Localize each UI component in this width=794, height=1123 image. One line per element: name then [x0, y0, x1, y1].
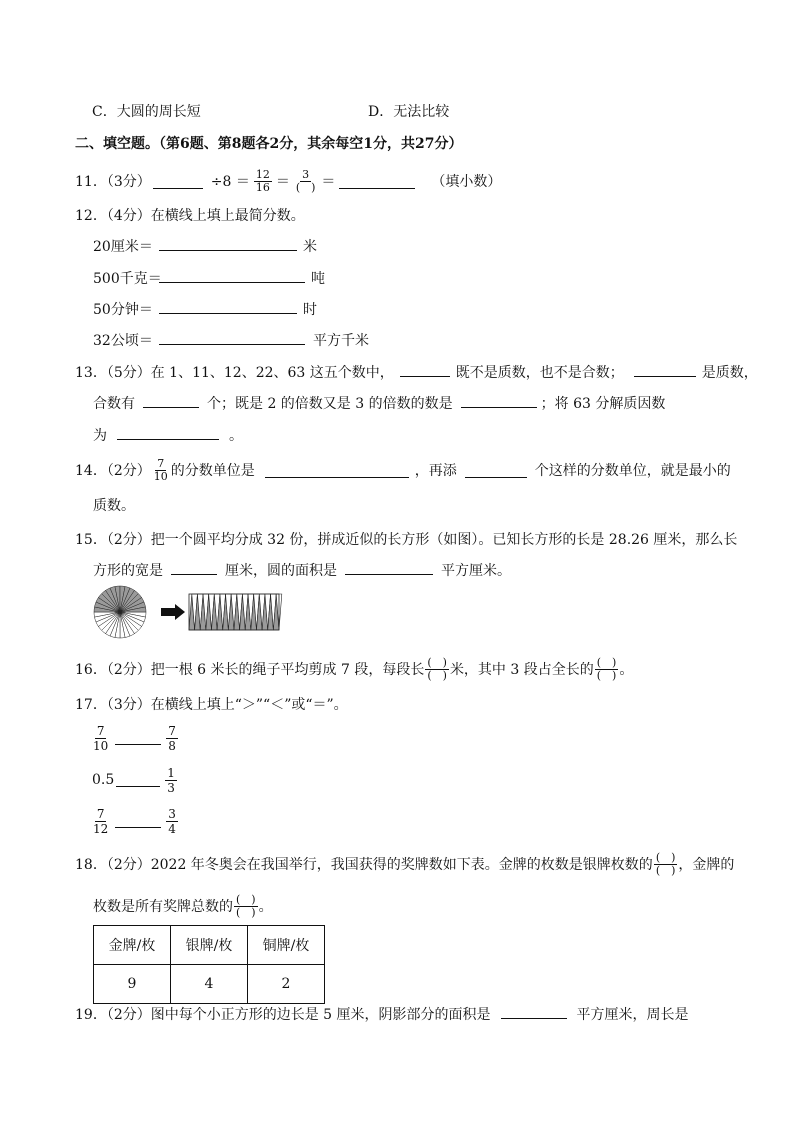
q19-line-1: 19．（2分）图中每个小正方形的边长是 5 厘米，阴影部分的面积是 平方厘米，周长是: [75, 1004, 689, 1024]
q12-blank-1[interactable]: [159, 236, 297, 251]
q13-blank-3[interactable]: [143, 393, 199, 408]
q11-equals: ＝: [275, 174, 290, 190]
value-silver: 4: [171, 965, 248, 1004]
header-bronze: 铜牌/枚: [248, 926, 325, 965]
q13-blank-2[interactable]: [634, 362, 696, 377]
section-heading: 二、填空题。（第6题、第8题各2分，其余每空1分，共27分）: [75, 136, 463, 152]
q13-blank-5[interactable]: [117, 425, 219, 440]
q17-stem: 17．（3分）在横线上填上“＞”“＜”或“＝”。: [75, 697, 348, 713]
q18-fraction-1[interactable]: $\frac{( )}{( )}$: [655, 850, 676, 877]
question-11: [75, 166, 501, 196]
q17-blank-1[interactable]: [115, 732, 161, 745]
q11-prefix: 11．（3分）: [75, 174, 151, 190]
q12-row-1: 20厘米＝ 米: [93, 236, 317, 256]
q19-blank-1[interactable]: [501, 1004, 567, 1019]
circle-to-rectangle-figure: [93, 585, 283, 641]
q12-row-4: 32公顷＝ 平方千米: [93, 330, 369, 350]
option-d: D．无法比较: [368, 104, 450, 120]
medal-table: [93, 925, 325, 1004]
value-bronze: 2: [248, 965, 325, 1004]
q16-fraction-2[interactable]: $\frac{( )}{( )}$: [596, 655, 617, 682]
q15-blank-2[interactable]: [345, 560, 433, 575]
q15-blank-1[interactable]: [171, 560, 217, 575]
q18-fraction-2[interactable]: $\frac{( )}{( )}$: [236, 892, 256, 919]
q13-blank-4[interactable]: [461, 393, 537, 408]
q14-blank-1[interactable]: [265, 463, 409, 478]
q12-row-3: 50分钟＝ 时: [93, 299, 317, 319]
q17-row-3: $\frac{7}{12}$ $\frac{3}{4}$: [93, 806, 176, 836]
q17-blank-2[interactable]: [116, 774, 160, 787]
table-header-row: [94, 926, 325, 965]
divided-circle: [94, 586, 146, 638]
q17-row-1: $\frac{7}{10}$ $\frac{7}{8}$: [93, 723, 176, 753]
value-gold: 9: [94, 965, 171, 1004]
q11-div: ÷8 ＝: [210, 174, 250, 190]
q18-line-2: 枚数是所有奖牌总数的 $\frac{( )}{( )}$ 。: [93, 892, 273, 919]
q17-row-2: 0.5 $\frac{1}{3}$: [92, 765, 175, 795]
q14-fraction: $\frac{7}{10}$: [153, 456, 168, 483]
q12-blank-2[interactable]: [159, 268, 305, 283]
q13-line-1: 13．（5分）在 1、11、12、22、63 这五个数中， 既不是质数，也不是合数； 是质数，: [75, 362, 758, 382]
q14-blank-2[interactable]: [465, 463, 527, 478]
q17-blank-3[interactable]: [115, 815, 161, 828]
q12-blank-4[interactable]: [159, 330, 305, 345]
header-gold: 金牌/枚: [94, 926, 171, 965]
q13-line-3: 为 。: [93, 425, 243, 445]
q15-line-2: 方形的宽是 厘米，圆的面积是 平方厘米。: [93, 560, 511, 580]
approximate-rectangle: [189, 594, 282, 630]
table-row: [94, 965, 325, 1004]
q12-stem: 12．（4分）在横线上填上最简分数。: [75, 208, 305, 224]
q15-line-1: 15．（2分）把一个圆平均分成 32 份，拼成近似的长方形（如图）。已知长方形的长是 28.26 厘米，那么长: [75, 532, 738, 548]
q13-line-2: 合数有 个；既是 2 的倍数又是 3 的倍数的数是 ；将 63 分解质因数: [93, 393, 665, 413]
q16-line: 16．（2分）把一根 6 米长的绳子平均剪成 7 段，每段长 $\frac{( )}{( )}$ 米，其中 3 段占全长的 $\frac{( )}{( )}$ 。: [75, 655, 634, 682]
q12-blank-3[interactable]: [159, 299, 297, 314]
q18-line-1: 18．（2分）2022 年冬奥会在我国举行，我国获得的奖牌数如下表。金牌的枚数是银牌枚数的 $\frac{( )}{( )}$ ，金牌的: [75, 850, 735, 877]
q12-row-2: 500千克＝ 吨: [93, 268, 325, 288]
q11-blank-2[interactable]: [339, 174, 415, 189]
q11-suffix: （填小数）: [431, 174, 502, 190]
q14-line-1: 14．（2分） $\frac{7}{10}$ 的分数单位是 ，再添 个这样的分数单位，就是最小的: [75, 456, 731, 483]
q11-fraction-1: $\frac{12}{16}$: [255, 167, 270, 194]
q11-fraction-2[interactable]: $\frac{3}{( )}$: [295, 167, 316, 194]
q16-fraction-1[interactable]: $\frac{( )}{( )}$: [427, 655, 447, 682]
q11-equals-2: ＝: [321, 174, 336, 190]
option-c: C．大圆的周长短: [92, 104, 201, 120]
arrow-right-icon: [161, 604, 185, 620]
q13-blank-1[interactable]: [400, 362, 450, 377]
q14-line-2: 质数。: [93, 498, 135, 514]
q11-blank-1[interactable]: [153, 174, 203, 189]
header-silver: 银牌/枚: [171, 926, 248, 965]
